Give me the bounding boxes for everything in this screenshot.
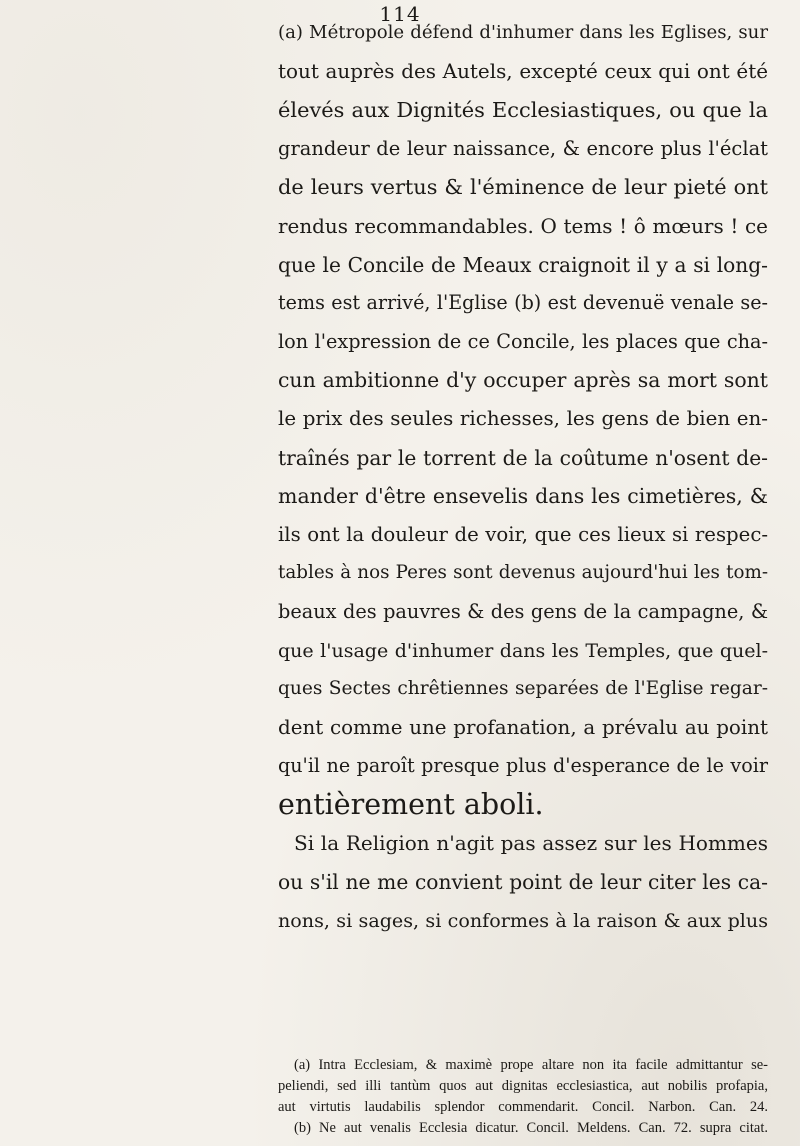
page-number: 114 bbox=[379, 2, 421, 26]
text-line: ques Sectes chrêtiennes separées de l'Eglise regar- bbox=[278, 678, 768, 700]
text-line: ils ont la douleur de voir, que ces lieux si respec- bbox=[278, 522, 768, 546]
text-line: (a) Métropole défend d'inhumer dans les Eglises, sur bbox=[278, 22, 768, 43]
text-line: ou s'il ne me convient point de leur citer les ca- bbox=[278, 870, 768, 895]
text-line: lon l'expression de ce Concile, les places que cha- bbox=[278, 329, 768, 353]
footnotes bbox=[278, 1055, 768, 1139]
text-line: traînés par le torrent de la coûtume n'osent de- bbox=[278, 445, 768, 470]
text-line: qu'il ne paroît presque plus d'esperance de le voir bbox=[278, 754, 768, 778]
text-line: tems est arrivé, l'Eglise (b) est devenuë venale se- bbox=[278, 291, 768, 315]
text-line: Si la Religion n'agit pas assez sur les Hommes bbox=[294, 831, 768, 856]
text-line: tout auprès des Autels, excepté ceux qui ont été bbox=[278, 59, 768, 83]
footnote-line: aut virtutis laudabilis splendor commendarit. Concil. Narbon. Can. 24. bbox=[278, 1099, 768, 1115]
text-line: élevés aux Dignités Ecclesiastiques, ou que la bbox=[278, 98, 768, 123]
text-line: entièrement aboli. bbox=[278, 787, 544, 821]
text-line: nons, si sages, si conformes à la raison & aux plus bbox=[278, 908, 768, 932]
text-line: tables à nos Peres sont devenus aujourd'hui les tom- bbox=[278, 562, 768, 584]
text-line: le prix des seules richesses, les gens de bien en- bbox=[278, 406, 768, 430]
text-line: rendus recommandables. O tems ! ô mœurs ! ce bbox=[278, 213, 768, 238]
footnote-line: (a) Intra Ecclesiam, & maximè prope altare non ita facile admittantur se- bbox=[294, 1057, 768, 1073]
footnote-line: peliendi, sed illi tantùm quos aut dignitas ecclesiastica, aut nobilis profapia, bbox=[278, 1078, 768, 1094]
text-line: que l'usage d'inhumer dans les Temples, que quel- bbox=[278, 639, 768, 662]
text-line: que le Concile de Meaux craignoit il y a si long- bbox=[278, 252, 768, 277]
text-line: beaux des pauvres & des gens de la campagne, & bbox=[278, 599, 768, 623]
text-line: de leurs vertus & l'éminence de leur pieté ont bbox=[278, 175, 768, 200]
footnote-line: (b) Ne aut venalis Ecclesia dicatur. Concil. Meldens. Can. 72. supra citat. bbox=[294, 1120, 768, 1136]
text-line: dent comme une profanation, a prévalu au point bbox=[278, 715, 768, 739]
text-line: mander d'être ensevelis dans les cimetières, & bbox=[278, 484, 768, 509]
text-line: cun ambitionne d'y occuper après sa mort sont bbox=[278, 368, 768, 393]
text-line: grandeur de leur naissance, & encore plus l'éclat bbox=[278, 136, 768, 160]
main-text-block bbox=[278, 14, 768, 940]
